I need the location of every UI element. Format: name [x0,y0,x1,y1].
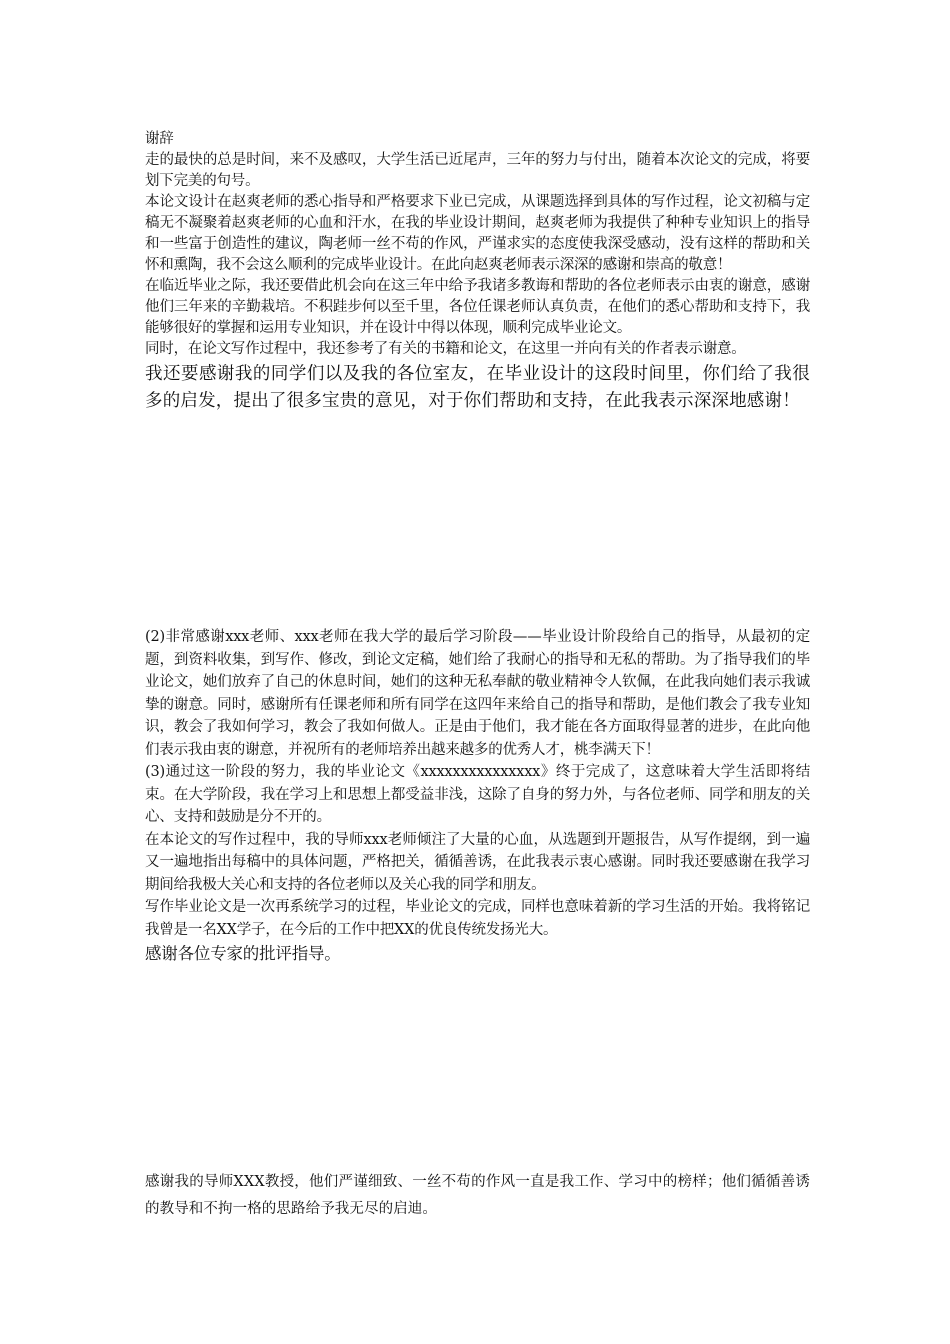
paragraph-advisor-thanks: 本论文设计在赵爽老师的悉心指导和严格要求下业已完成，从课题选择到具体的写作过程，论文初稿与定稿无不凝聚着赵爽老师的心血和汗水，在我的毕业设计期间，赵爽老师为我提供了种种专业知识上的指导和一些富于创造性的建议，陶老师一丝不苟的作风，严谨求实的态度使我深受感动，没有这样的帮助和关怀和熏陶，我不会这么顺利的完成毕业设计。在此向赵爽老师表示深深的感谢和崇高的敬意！ [145,194,810,273]
paragraph-classmates-thanks: 我还要感谢我的同学们以及我的各位室友，在毕业设计的这段时间里，你们给了我很多的启发，提出了很多宝贵的意见，对于你们帮助和支持，在此我表示深深地感谢！ [145,364,810,411]
paragraph-professor-thanks: 感谢我的导师XXX教授，他们严谨细致、一丝不苟的作风一直是我工作、学习中的榜样；他们循循善诱的教导和不拘一格的思路给予我无尽的启迪。 [145,1174,810,1217]
paragraph-references-thanks: 同时，在论文写作过程中，我还参考了有关的书籍和论文，在这里一并向有关的作者表示谢意。 [145,341,746,357]
paragraph-teachers-thanks: 在临近毕业之际，我还要借此机会向在这三年中给予我诸多教诲和帮助的各位老师表示由衷的谢意，感谢他们三年来的辛勤栽培。不积跬步何以至千里，各位任课老师认真负责，在他们的悉心帮助和支持下，我能够很好的掌握和运用专业知识，并在设计中得以体现，顺利完成毕业论文。 [145,278,810,336]
paragraph-new-beginning: 写作毕业论文是一次再系统学习的过程，毕业论文的完成，同样也意味着新的学习生活的开始。我将铭记我曾是一名XX学子，在今后的工作中把XX的优良传统发扬光大。 [145,899,810,938]
paragraph-item-2: (2)非常感谢xxx老师、xxx老师在我大学的最后学习阶段——毕业设计阶段给自己的指导，从最初的定题，到资料收集，到写作、修改，到论文定稿，她们给了我耐心的指导和无私的帮助。为了指导我们的毕业论文，她们放弃了自己的休息时间，她们的这种无私奉献的敬业精神令人钦佩，在此我向她们表示我诚挚的谢意。同时，感谢所有任课老师和所有同学在这四年来给自己的指导和帮助，是他们教会了我专业知识，教会了我如何学习，教会了我如何做人。正是由于他们，我才能在各方面取得显著的进步，在此向他们表示我由衷的谢意，并祝所有的老师培养出越来越多的优秀人才，桃李满天下！ [145,629,810,758]
paragraph-time-passing: 走的最快的总是时间，来不及感叹，大学生活已近尾声，三年的努力与付出，随着本次论文的完成，将要划下完美的句号。 [145,152,810,189]
paragraph-supervisor-thanks: 在本论文的写作过程中，我的导师xxx老师倾注了大量的心血，从选题到开题报告，从写作提纲，到一遍又一遍地指出每稿中的具体问题，严格把关，循循善诱，在此我表示衷心感谢。同时我还要感谢在我学习期间给我极大关心和支持的各位老师以及关心我的同学和朋友。 [145,831,810,893]
acknowledgement-section-3 [145,1169,810,1223]
acknowledgement-section-1 [145,129,810,414]
paragraph-item-3: (3)通过这一阶段的努力，我的毕业论文《xxxxxxxxxxxxxxx》终于完成了，这意味着大学生活即将结束。在大学阶段，我在学习上和思想上都受益非浅，这除了自身的努力外，与各位老师、同学和朋友的关心、支持和鼓励是分不开的。 [145,764,810,825]
acknowledgement-section-2 [145,626,810,966]
document-title: 谢辞 [145,131,174,147]
paragraph-experts-thanks: 感谢各位专家的批评指导。 [145,944,341,963]
